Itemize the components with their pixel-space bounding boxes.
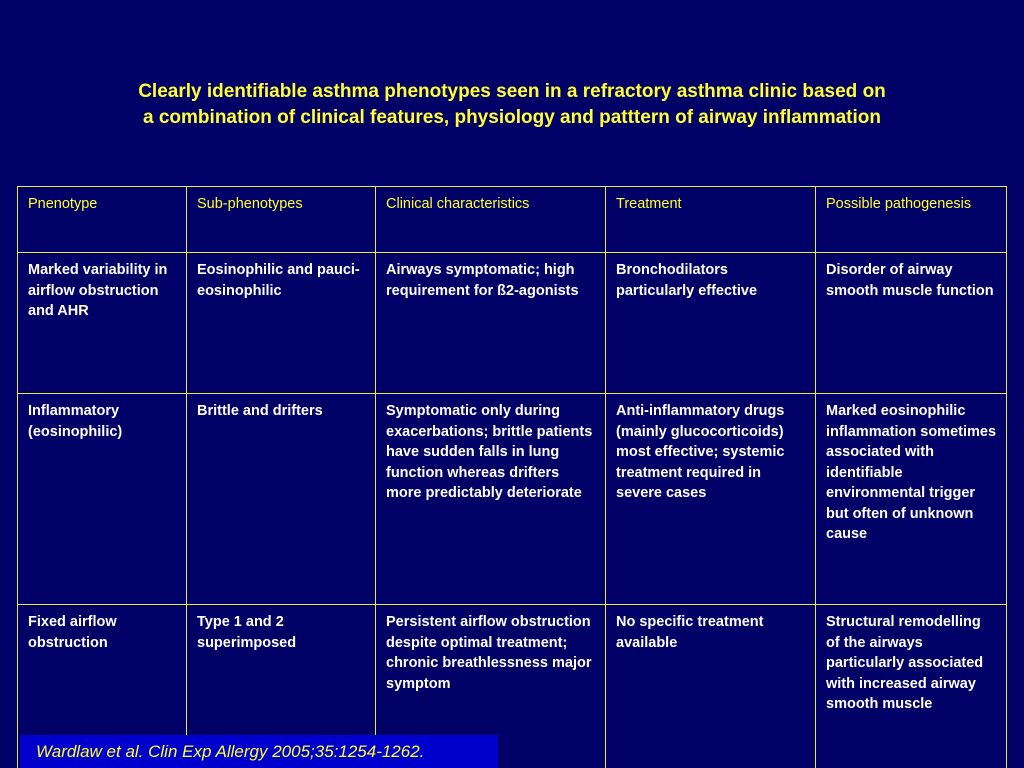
header-possible-pathogenesis: Possible pathogenesis — [816, 187, 1007, 253]
slide-title — [20, 79, 1004, 131]
header-sub-phenotypes: Sub-phenotypes — [187, 187, 376, 253]
title-line-2: a combination of clinical features, physiology and patttern of airway inflammation — [143, 107, 881, 128]
cell-sub-phenotypes: Brittle and drifters — [187, 394, 376, 605]
cell-clinical-characteristics: Airways symptomatic; high requirement for ß2-agonists — [376, 253, 606, 394]
header-treatment: Treatment — [606, 187, 816, 253]
cell-phenotype: Fixed airflow obstruction — [18, 605, 187, 768]
cell-clinical-characteristics: Symptomatic only during exacerbations; brittle patients have sudden falls in lung function whereas drifters more predictably deteriorate — [376, 394, 606, 605]
cell-treatment: Bronchodilators particularly effective — [606, 253, 816, 394]
table-row — [18, 253, 1007, 394]
cell-possible-pathogenesis: Structural remodelling of the airways particularly associated with increased airway smooth muscle — [816, 605, 1007, 768]
table-row — [18, 394, 1007, 605]
cell-treatment: No specific treatment available — [606, 605, 816, 768]
cell-sub-phenotypes: Type 1 and 2 superimposed — [187, 605, 376, 768]
table-header-row — [18, 187, 1007, 253]
header-phenotype: Pnenotype — [18, 187, 187, 253]
cell-sub-phenotypes: Eosinophilic and pauci-eosinophilic — [187, 253, 376, 394]
title-line-1: Clearly identifiable asthma phenotypes seen in a refractory asthma clinic based on — [138, 81, 886, 102]
phenotype-table — [17, 186, 1007, 768]
cell-possible-pathogenesis: Disorder of airway smooth muscle function — [816, 253, 1007, 394]
cell-possible-pathogenesis: Marked eosinophilic inflammation sometimes associated with identifiable environmental trigger but often of unknown cause — [816, 394, 1007, 605]
cell-phenotype: Inflammatory (eosinophilic) — [18, 394, 187, 605]
cell-clinical-characteristics: Persistent airflow obstruction despite optimal treatment; chronic breathlessness major symptom — [376, 605, 606, 768]
cell-treatment: Anti-inflammatory drugs (mainly glucocorticoids) most effective; systemic treatment required in severe cases — [606, 394, 816, 605]
citation-box: Wardlaw et al. Clin Exp Allergy 2005;35:1254-1262. — [20, 735, 498, 768]
header-clinical-characteristics: Clinical characteristics — [376, 187, 606, 253]
cell-phenotype: Marked variability in airflow obstruction and AHR — [18, 253, 187, 394]
